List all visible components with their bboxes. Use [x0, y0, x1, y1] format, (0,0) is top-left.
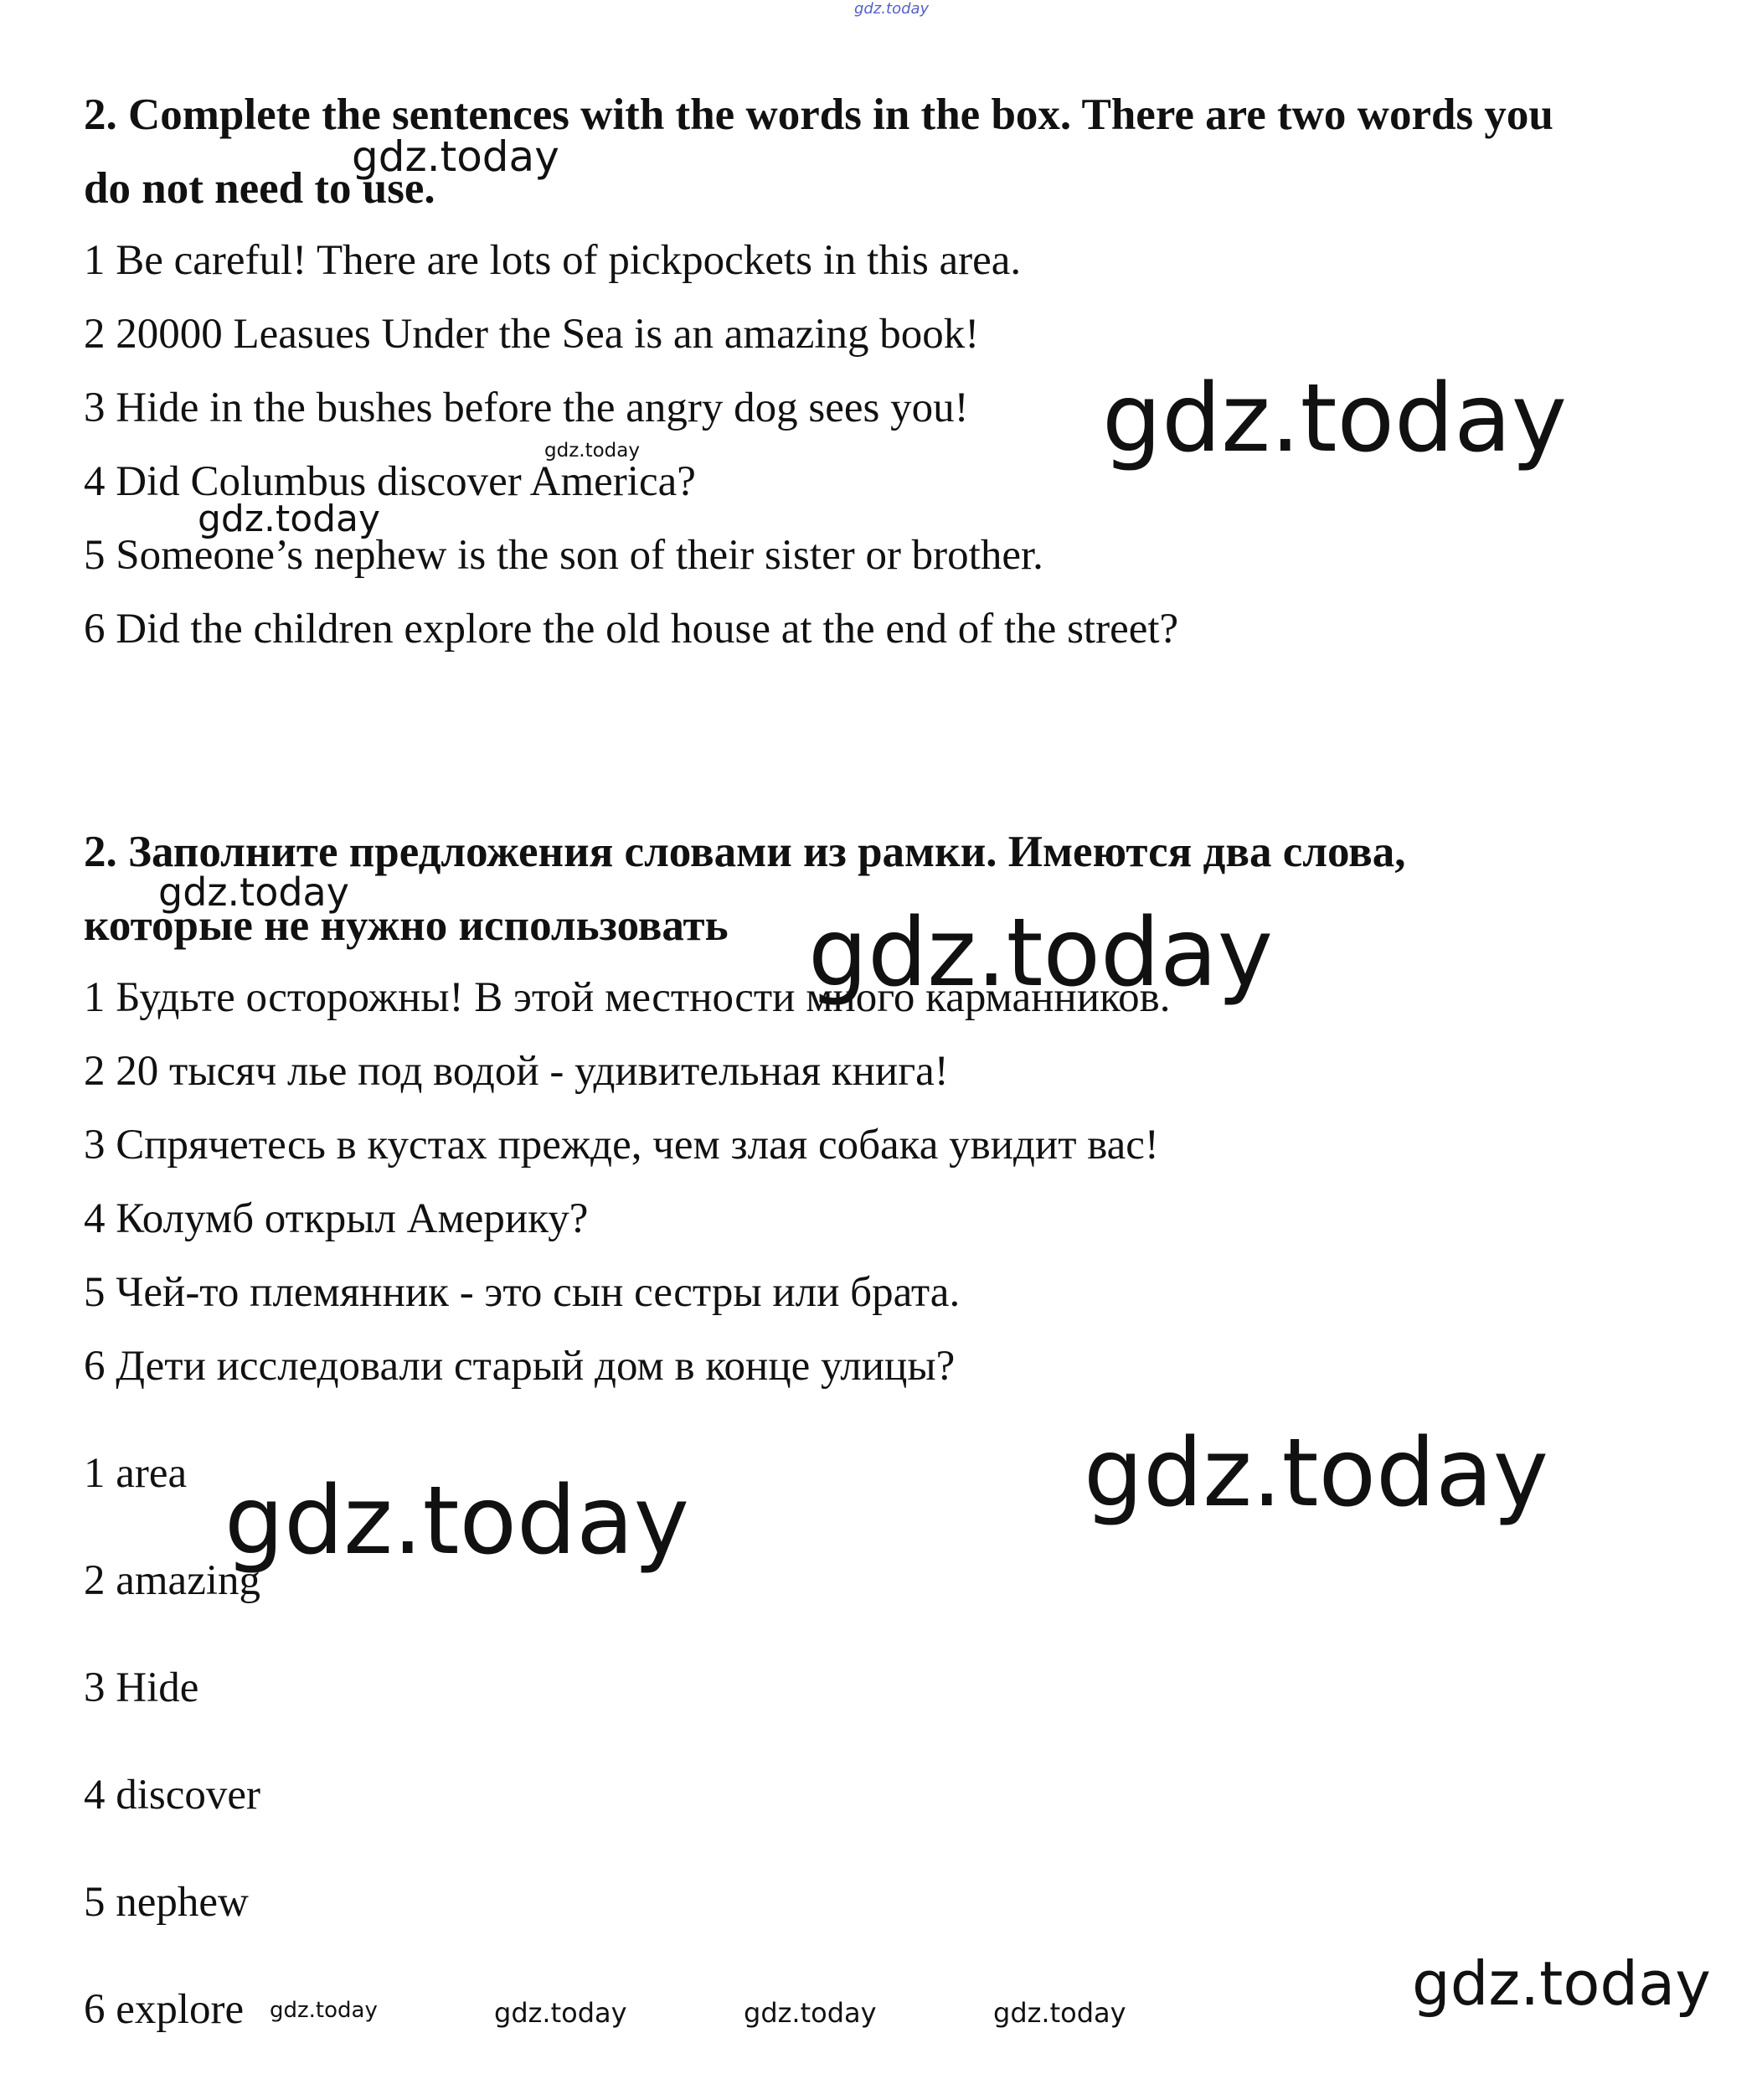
russian-sentence-4: 4 Колумб открыл Америку? [84, 1195, 589, 1242]
russian-sentence-1: 1 Будьте осторожны! В этой местности много карманников. [84, 974, 1171, 1021]
answer-5: 5 nephew [84, 1879, 249, 1926]
english-sentence-4: 4 Did Columbus discover America? [84, 458, 696, 505]
watermark-large: gdz.today [1102, 364, 1568, 473]
watermark: gdz.today [158, 869, 349, 915]
watermark-small: gdz.today [744, 1997, 877, 2029]
russian-sentence-5: 5 Чей-то племянник - это сын сестры или брата. [84, 1269, 961, 1316]
english-sentence-2: 2 20000 Leasues Under the Sea is an amazing book! [84, 311, 980, 358]
russian-heading-line1: 2. Заполните предложения словами из рамки. Имеются два слова, [84, 828, 1406, 876]
english-sentence-1: 1 Be careful! There are lots of pickpockets in this area. [84, 237, 1022, 284]
watermark-large: gdz.today [1084, 1419, 1549, 1528]
russian-sentence-2: 2 20 тысяч лье под водой - удивительная книга! [84, 1048, 949, 1095]
watermark: gdz.today [198, 498, 381, 540]
english-heading-line1: 2. Complete the sentences with the words in the box. There are two words you [84, 90, 1553, 139]
english-sentence-3: 3 Hide in the bushes before the angry dog sees you! [84, 384, 969, 431]
watermark-small: gdz.today [544, 440, 640, 462]
answer-6: 6 explore [84, 1986, 245, 2033]
watermark-medium: gdz.today [1412, 1948, 1711, 2019]
answer-4: 4 discover [84, 1772, 261, 1819]
answer-2: 2 amazing [84, 1557, 260, 1604]
watermark-large: gdz.today [808, 899, 1274, 1008]
answer-3: 3 Hide [84, 1664, 199, 1711]
russian-heading-line2: которые не нужно использовать [84, 901, 729, 950]
english-sentence-5: 5 Someone’s nephew is the son of their sister or brother. [84, 532, 1043, 579]
watermark-large: gdz.today [224, 1467, 690, 1576]
russian-sentence-6: 6 Дети исследовали старый дом в конце улицы? [84, 1343, 956, 1390]
watermark-small: gdz.today [494, 1997, 627, 2029]
watermark: gdz.today [352, 132, 559, 181]
watermark-small: gdz.today [270, 1998, 378, 2023]
watermark-small: gdz.today [993, 1997, 1126, 2029]
answer-1: 1 area [84, 1450, 188, 1497]
russian-sentence-3: 3 Спрячетесь в кустах прежде, чем злая собака увидит вас! [84, 1122, 1159, 1169]
english-sentence-6: 6 Did the children explore the old house at the end of the street? [84, 606, 1179, 653]
watermark-top: gdz.today [854, 0, 930, 18]
english-heading-line2: do not need to use. [84, 164, 435, 213]
